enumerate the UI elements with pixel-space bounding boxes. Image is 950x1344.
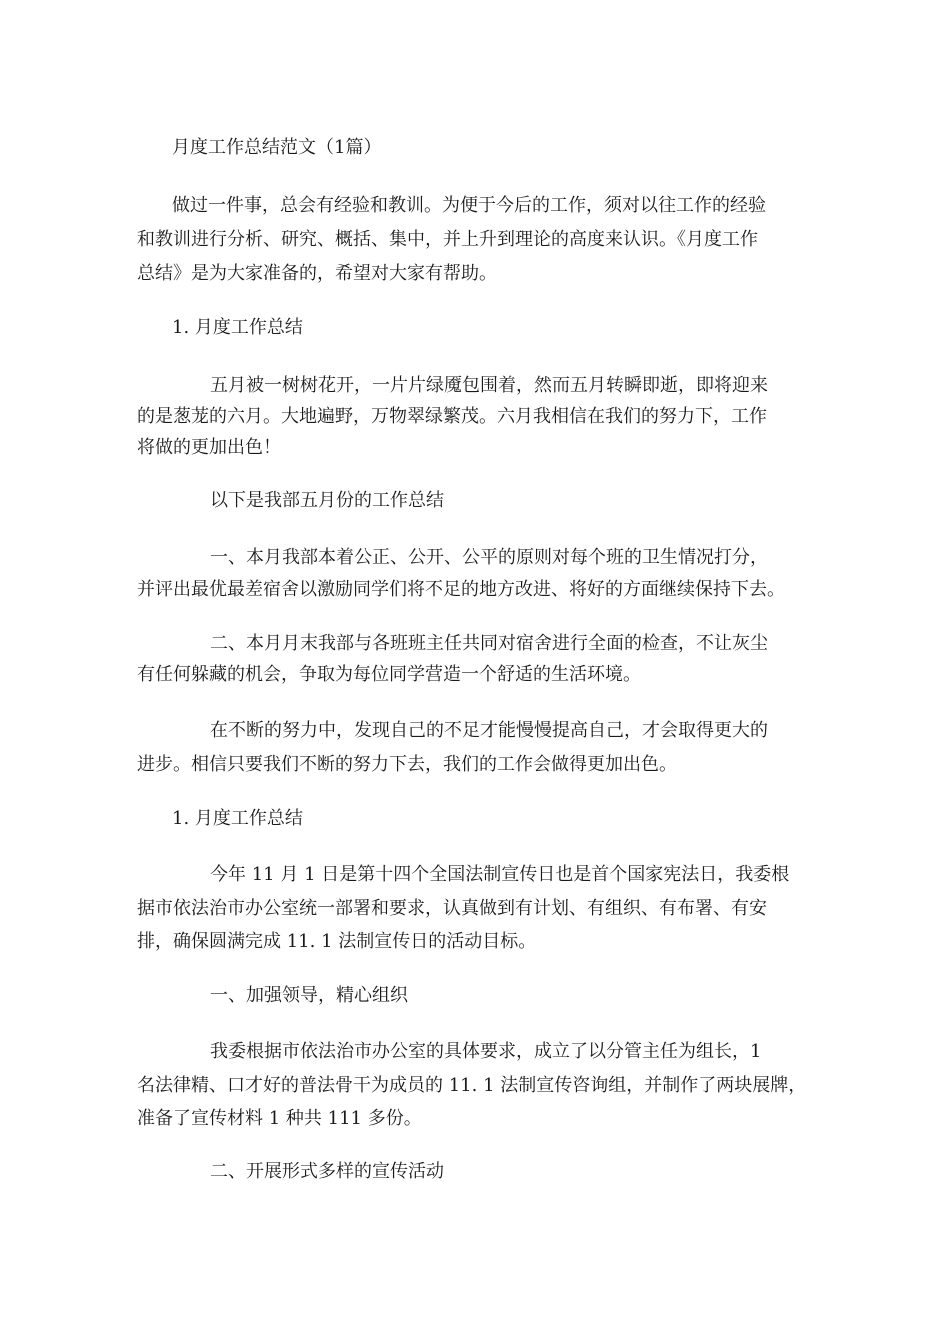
intro-line-2: 和教训进行分析、研究、概括、集中，并上升到理论的高度来认识。《月度工作	[137, 229, 758, 250]
may-subtitle: 以下是我部五月份的工作总结	[210, 490, 444, 511]
may-paragraph-line-2: 的是葱茏的六月。大地遍野，万物翠绿繁茂。六月我相信在我们的努力下，工作	[137, 406, 767, 427]
section-1-body-line-3: 准备了宣传材料 1 种共 111 多份。	[137, 1108, 422, 1129]
point-1-line-1: 一、本月我部本着公正、公开、公平的原则对每个班的卫生情况打分，	[210, 547, 768, 568]
may-paragraph-line-1: 五月被一树树花开，一片片绿魇包围着，然而五月转瞬即逝，即将迎来	[210, 375, 768, 396]
section-heading-2: 1. 月度工作总结	[172, 808, 303, 829]
section-heading-1: 1. 月度工作总结	[172, 317, 303, 338]
may-paragraph-line-3: 将做的更加出色！	[137, 437, 281, 458]
point-2-line-1: 二、本月月末我部与各班班主任共同对宿舍进行全面的检查，不让灰尘	[210, 633, 768, 654]
point-2-line-2: 有任何躲藏的机会，争取为每位同学营造一个舒适的生活环境。	[137, 664, 641, 685]
law-intro-line-3: 排，确保圆满完成 11. 1 法制宣传日的活动目标。	[137, 931, 537, 952]
section-1-body-line-2: 名法律精、口才好的普法骨干为成员的 11. 1 法制宣传咨询组，并制作了两块展牌，	[137, 1075, 807, 1096]
intro-line-3: 总结》是为大家准备的，希望对大家有帮助。	[137, 263, 497, 284]
section-1-body-line-1: 我委根据市依法治市办公室的具体要求，成立了以分管主任为组长，1	[210, 1041, 762, 1062]
law-intro-line-2: 据市依法治市办公室统一部署和要求，认真做到有计划、有组织、有布署、有安	[137, 898, 767, 919]
closing-line-2: 进步。相信只要我们不断的努力下去，我们的工作会做得更加出色。	[137, 754, 677, 775]
law-intro-line-1: 今年 11 月 1 日是第十四个全国法制宣传日也是首个国家宪法日，我委根	[210, 864, 790, 885]
document-title: 月度工作总结范文（1篇）	[172, 137, 382, 158]
intro-line-1: 做过一件事，总会有经验和教训。为便于今后的工作，须对以往工作的经验	[172, 195, 766, 216]
point-1-line-2: 并评出最优最差宿舍以激励同学们将不足的地方改进、将好的方面继续保持下去。	[137, 579, 785, 600]
section-2-heading: 二、开展形式多样的宣传活动	[210, 1161, 444, 1182]
closing-line-1: 在不断的努力中，发现自己的不足才能慢慢提高自己，才会取得更大的	[210, 720, 768, 741]
section-1-heading: 一、加强领导，精心组织	[210, 985, 408, 1006]
